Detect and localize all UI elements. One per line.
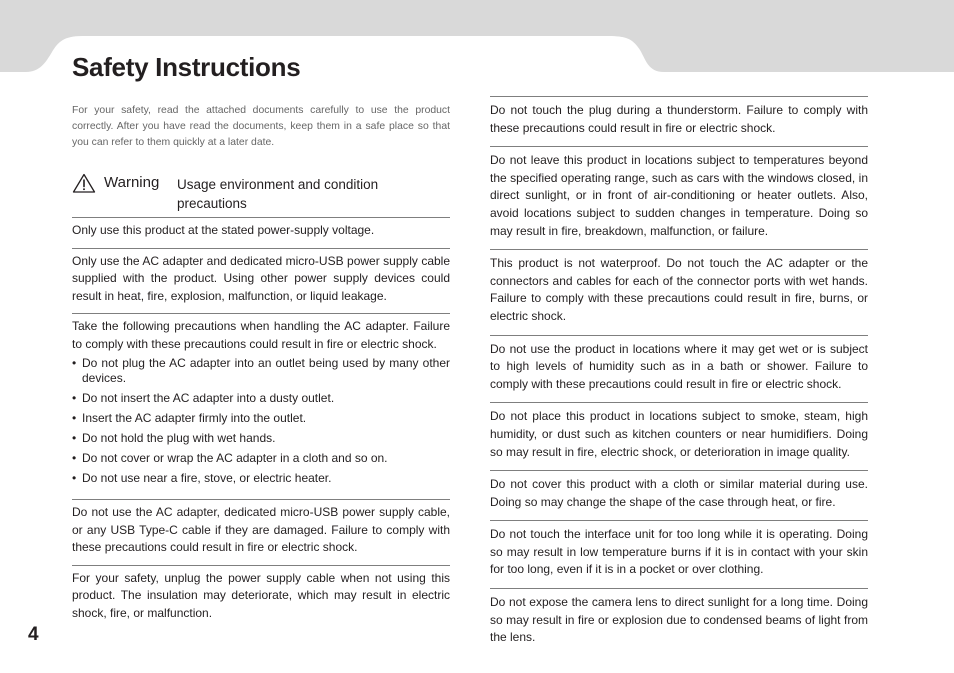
warning-triangle-icon <box>72 173 96 193</box>
safety-section <box>490 588 868 656</box>
safety-section <box>490 470 868 520</box>
safety-section <box>72 217 450 248</box>
section-text: Do not touch the plug during a thunderstorm. Failure to comply with these precautions could result in fire or electric shock. <box>490 103 868 135</box>
page-title: Safety Instructions <box>72 52 301 82</box>
safety-section <box>72 313 450 499</box>
section-text: Do not use the product in locations where it may get wet or is subject to high levels of humidity such as in a bath or shower. Failure to comply with these precautions could result in fire or electric shock. <box>490 341 868 391</box>
section-text: Do not expose the camera lens to direct sunlight for a long time. Doing so may result in fire or explosion due to condensed beams of light from the lens. <box>490 595 868 645</box>
page-number: 4 <box>28 624 39 645</box>
list-item: • Do not cover or wrap the AC adapter in a cloth and so on. <box>72 451 450 467</box>
precaution-list <box>72 356 450 487</box>
section-text: Do not use the AC adapter, dedicated micro-USB power supply cable, or any USB Type-C cable if they are damaged. Failure to comply with these precautions could result in fire or electric shock. <box>72 505 450 555</box>
safety-section <box>72 499 450 565</box>
section-text: For your safety, unplug the power supply cable when not using this product. The insulation may deteriorate, which may result in electric shock, fire, or malfunction. <box>72 570 450 621</box>
warning-header <box>72 172 450 216</box>
section-text: Do not leave this product in locations subject to temperatures beyond the specified operating range, such as cars with the windows closed, in direct sunlight, or in front of air-conditioning or heater outlets. Also, avoid locations subject to sudden changes in temperature. Doing so may result in fire, breakdown, malfunction, or failure. <box>490 153 868 238</box>
list-item: • Do not insert the AC adapter into a dusty outlet. <box>72 391 450 407</box>
safety-section <box>490 96 868 146</box>
left-column <box>72 217 450 631</box>
section-text: Take the following precautions when handling the AC adapter. Failure to comply with these precautions could result in fire or electric shock. <box>72 319 450 351</box>
section-text: Do not place this product in locations subject to smoke, steam, high humidity, or dust such as kitchen counters or near humidifiers. Doing so may result in fire, electric shock, or deterioration in image quality. <box>490 409 868 459</box>
safety-section <box>490 520 868 588</box>
list-item: • Insert the AC adapter firmly into the outlet. <box>72 411 450 427</box>
right-column <box>490 96 868 656</box>
list-item: • Do not use near a fire, stove, or electric heater. <box>72 471 450 487</box>
list-item: • Do not plug the AC adapter into an outlet being used by many other devices. <box>72 356 450 387</box>
safety-section <box>490 335 868 403</box>
section-text: Only use the AC adapter and dedicated micro-USB power supply cable supplied with the product. Using other power supply devices could result in heat, fire, explosion, malfunction, or liquid leakage. <box>72 253 450 303</box>
section-text: Do not touch the interface unit for too long while it is operating. Doing so may result in low temperature burns if it is in contact with your skin for too long, even if it is in a pocket or over clothing. <box>490 527 868 577</box>
warning-label: Warning <box>104 174 160 191</box>
intro-paragraph: For your safety, read the attached documents carefully to use the product correctly. After you have read the documents, keep them in a safe place so that you can refer to them quickly at a later date. <box>72 105 450 148</box>
safety-section <box>490 146 868 249</box>
warning-subtitle: Usage environment and condition precautions <box>177 177 379 211</box>
safety-section <box>490 249 868 334</box>
section-text: Do not cover this product with a cloth or similar material during use. Doing so may change the shape of the case through heat, or fire. <box>490 477 868 509</box>
safety-section <box>490 402 868 470</box>
list-item: • Do not hold the plug with wet hands. <box>72 431 450 447</box>
safety-section <box>72 248 450 314</box>
safety-section <box>72 565 450 631</box>
section-text: This product is not waterproof. Do not touch the AC adapter or the connectors and cables for each of the connector ports with wet hands. Failure to comply with these precautions could result in fire, burns, or electric shock. <box>490 256 868 323</box>
section-text: Only use this product at the stated power-supply voltage. <box>72 223 375 237</box>
